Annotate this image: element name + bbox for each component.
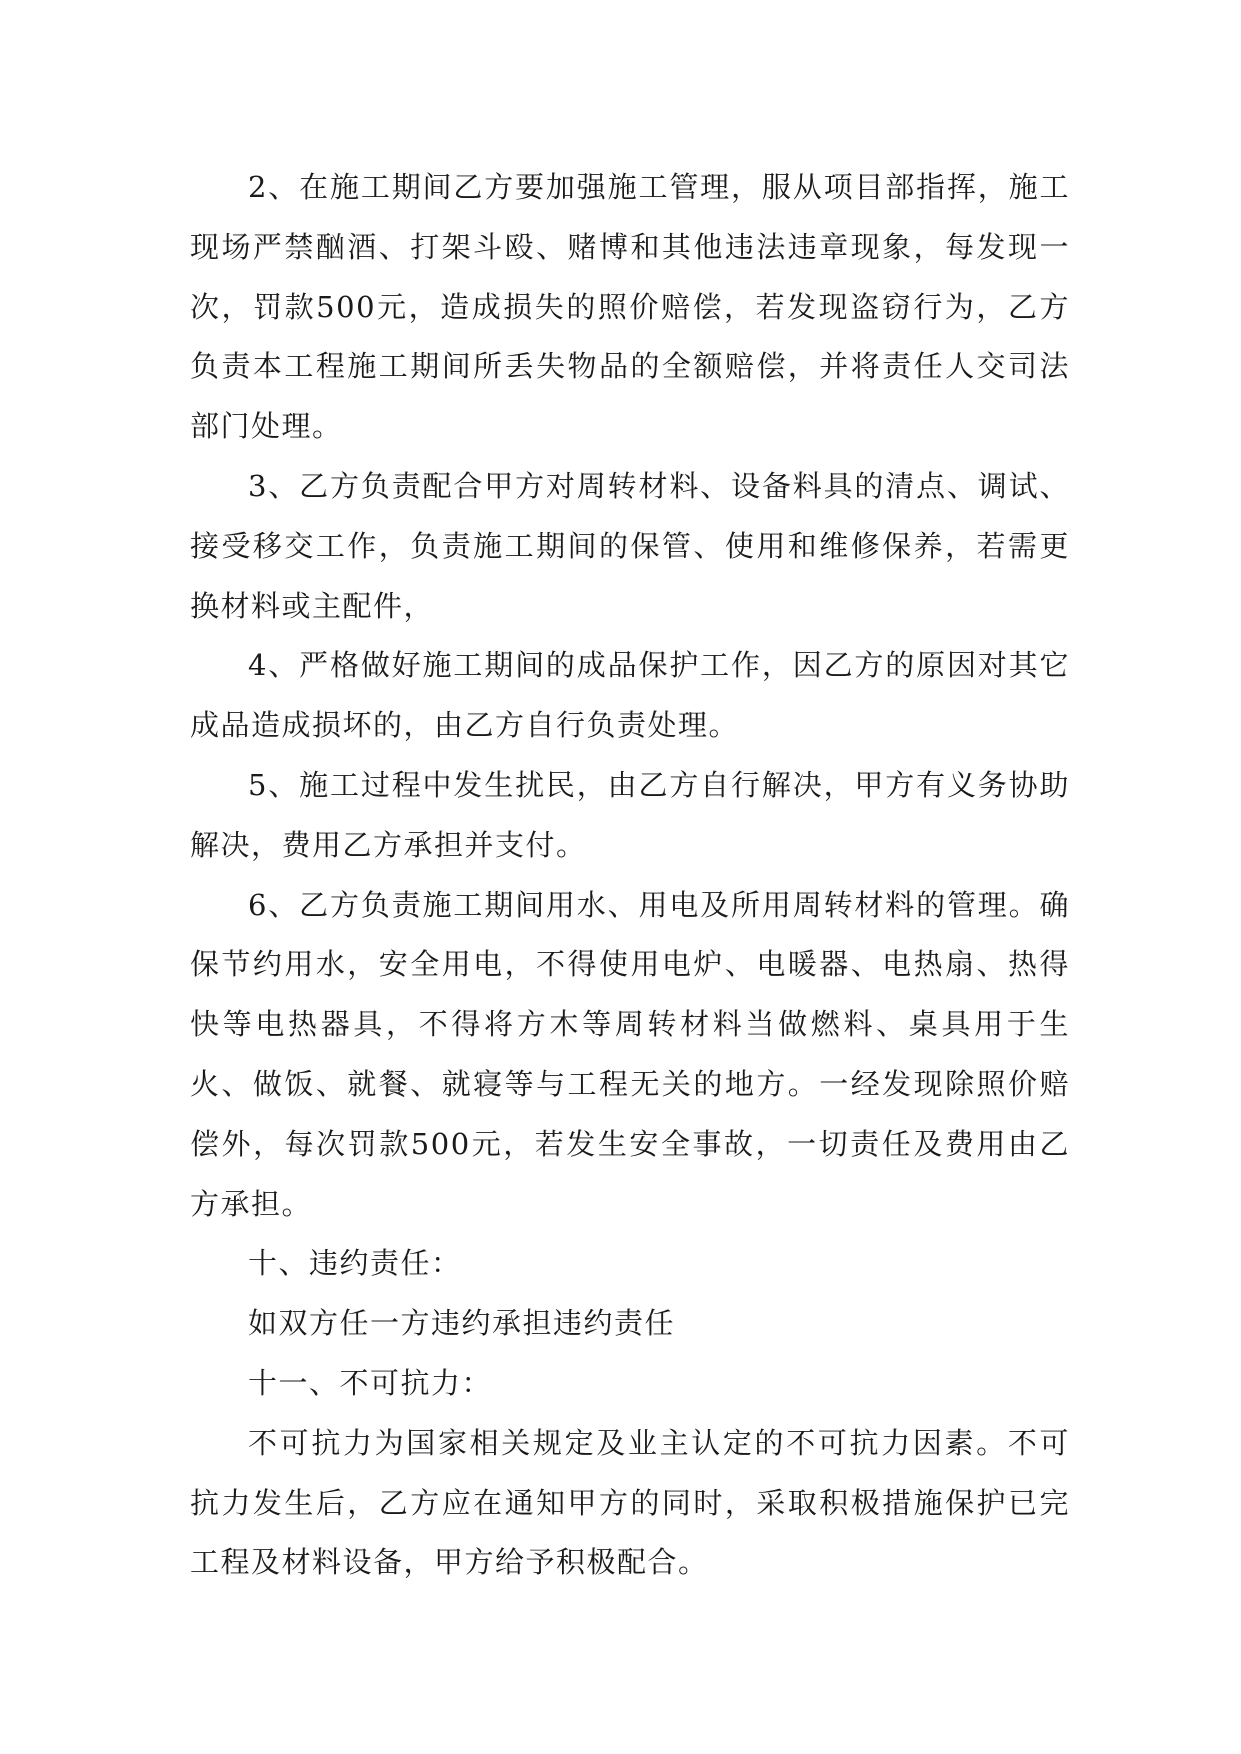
document-body (190, 158, 1070, 1593)
section-10-heading: 十、违约责任： (248, 1246, 462, 1281)
clause-5-paragraph: 5、施工过程中发生扰民，由乙方自行解决，甲方有义务协助解决，费用乙方承担并支付。 (190, 767, 1070, 862)
clause-2-paragraph: 2、在施工期间乙方要加强施工管理，服从项目部指挥，施工现场严禁酗酒、打架斗殴、赌博和其他违法违章现象，每发现一次，罚款500元，造成损失的照价赔偿，若发现盗窃行为，乙方负责本工程施工期间所丢失物品的全额赔偿，并将责任人交司法部门处理。 (190, 170, 1070, 444)
clause-3-paragraph: 3、乙方负责配合甲方对周转材料、设备料具的清点、调试、接受移交工作，负责施工期间的保管、使用和维修保养，若需更换材料或主配件， (190, 468, 1070, 623)
clause-6-paragraph: 6、乙方负责施工期间用水、用电及所用周转材料的管理。确保节约用水，安全用电，不得使用电炉、电暖器、电热扇、热得快等电热器具，不得将方木等周转材料当做燃料、桌具用于生火、做饭、就餐、就寝等与工程无关的地方。一经发现除照价赔偿外，每次罚款500元，若发生安全事故，一切责任及费用由乙方承担。 (190, 887, 1070, 1221)
section-10-paragraph: 如双方任一方违约承担违约责任 (248, 1306, 676, 1341)
section-11-paragraph: 不可抗力为国家相关规定及业主认定的不可抗力因素。不可抗力发生后，乙方应在通知甲方的同时，采取积极措施保护已完工程及材料设备，甲方给予积极配合。 (190, 1425, 1070, 1580)
clause-4-paragraph: 4、严格做好施工期间的成品保护工作，因乙方的原因对其它成品造成损坏的，由乙方自行负责处理。 (190, 648, 1070, 743)
section-11-heading: 十一、不可抗力： (248, 1365, 493, 1400)
